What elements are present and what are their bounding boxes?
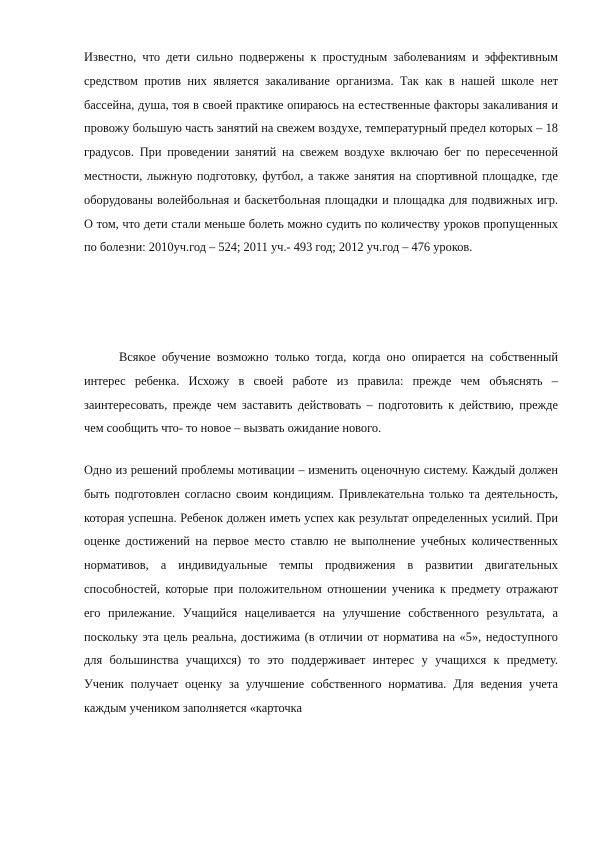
paragraph-hardening: Известно, что дети сильно подвержены к простудным заболеваниям и эффективным средством против них является закаливание организма. Так как в нашей школе нет бассейна, душа, тоя в своей практике опираюсь на естественные факторы закаливания и провожу большую часть занятий на свежем воздухе, температурный предел которых – 18 градусов. При проведении занятий на свежем воздухе включаю бег по пересеченной местности, лыжную подготовку, футбол, а также занятия на спортивной площадке, где оборудованы волейбольная и баскетбольная площадки и площадка для подвижных игр. О том, что дети стали меньше болеть можно судить по количеству уроков пропущенных по болезни: 2010уч.год – 524; 2011 уч.- 493 год; 2012 уч.год – 476 уроков. [84, 50, 558, 255]
paragraph-interest: Всякое обучение возможно только тогда, когда оно опирается на собственный интерес ребенка. Исхожу в своей работе из правила: прежде чем объяснять – заинтересовать, прежде чем заставить действовать – подготовить к действию, прежде чем сообщить что- то новое – вызвать ожидание нового. [84, 350, 558, 436]
paragraph-motivation: Одно из решений проблемы мотивации – изменить оценочную систему. Каждый должен быть подготовлен согласно своим кондициям. Привлекательна только та деятельность, которая успешна. Ребенок должен иметь успех как результат определенных усилий. При оценке достижений на первое место ставлю не выполнение учебных количественных нормативов, а индивидуальные темпы продвижения в развитии двигательных способностей, которые при положительном отношении ученика к предмету отражают его прилежание. Учащийся нацеливается на улучшение собственного результата, а поскольку эта цель реальна, достижима (в отличии от норматива на «5», недоступного для большинства учащихся) то это поддерживает интерес у учащихся к предмету. Ученик получает оценку за улучшение собственного норматива. Для ведения учета каждым учеником заполняется «карточка [84, 463, 558, 715]
